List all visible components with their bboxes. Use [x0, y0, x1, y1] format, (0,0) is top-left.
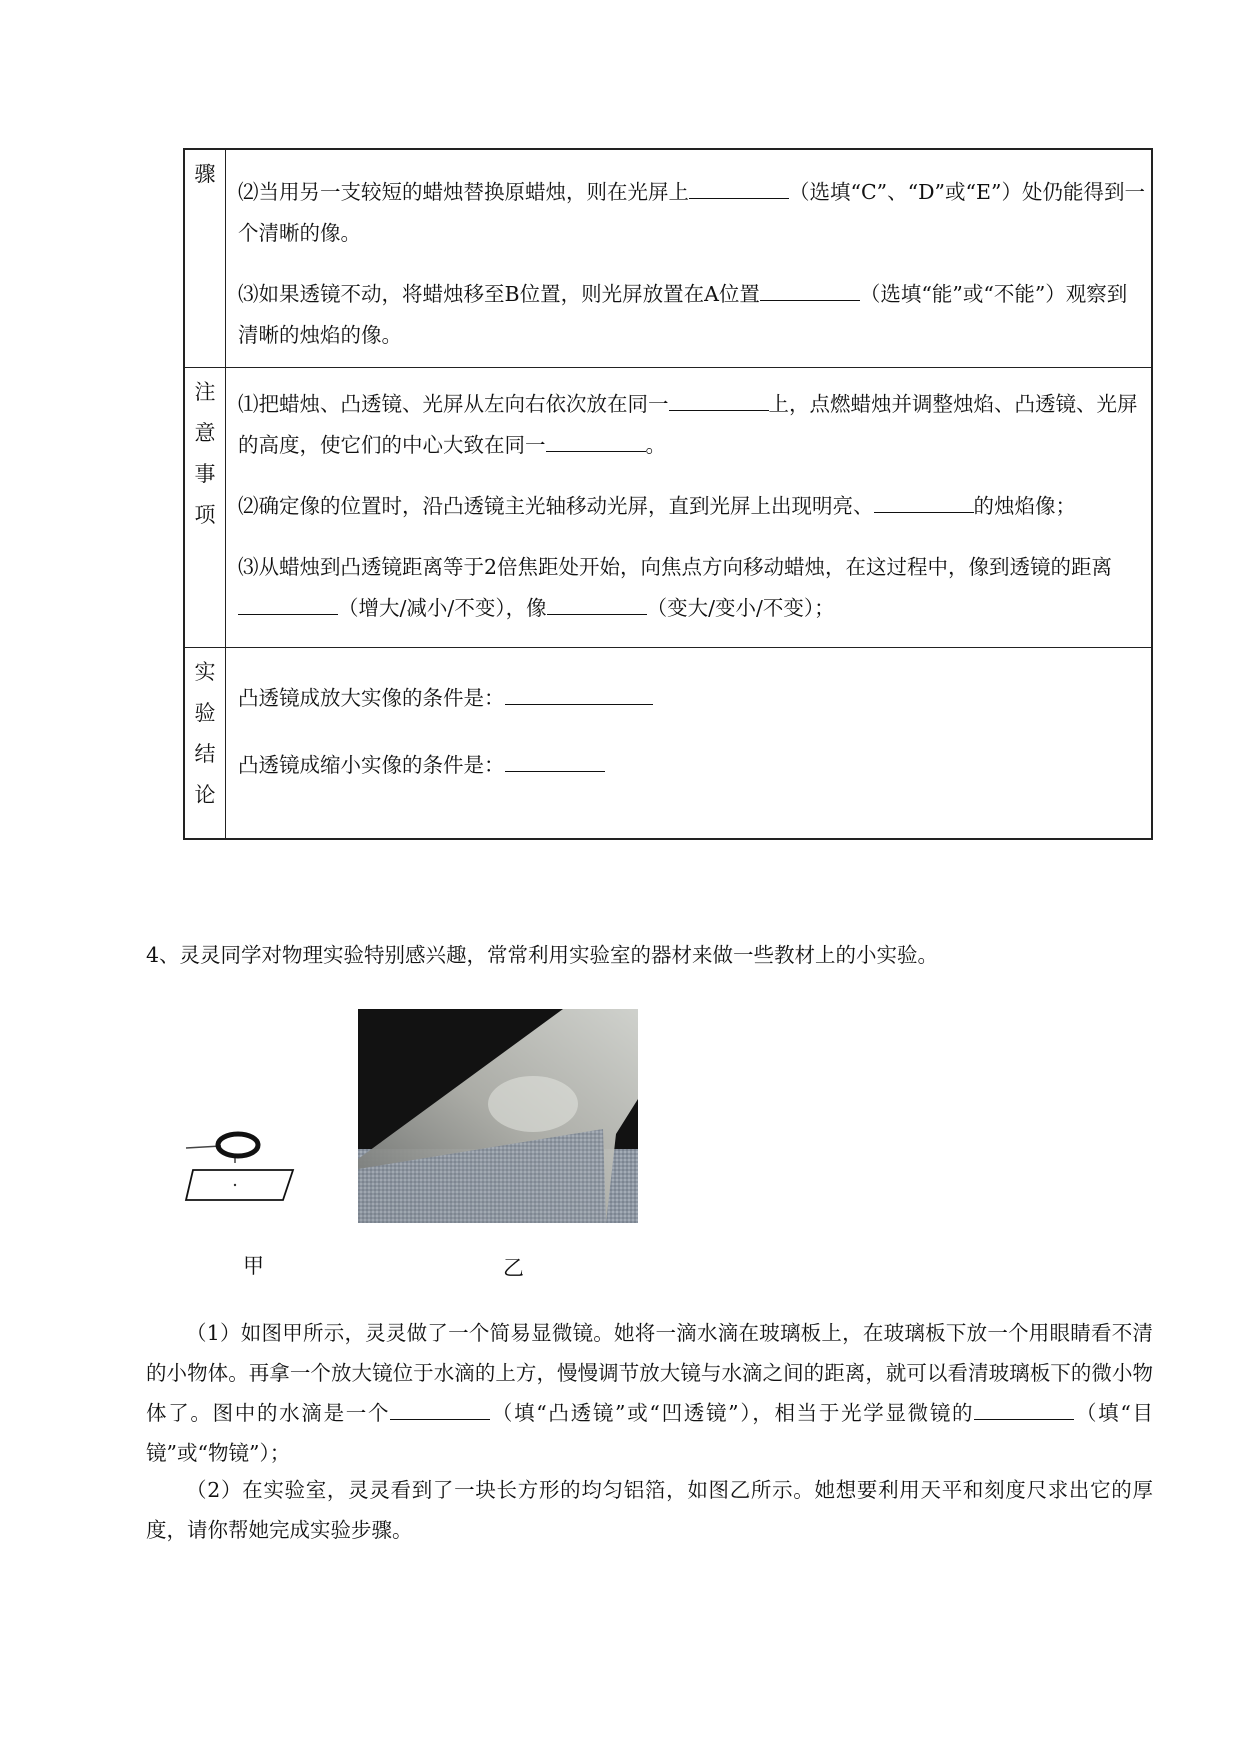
text-segment: 凸透镜成放大实像的条件是： — [238, 685, 505, 710]
aluminum-foil-photo — [358, 1009, 638, 1223]
text-segment: ⑴把蜡烛、凸透镜、光屏从左向右依次放在同一 — [238, 391, 669, 416]
answer-blank[interactable] — [547, 590, 647, 615]
experiment-table — [183, 148, 1153, 840]
step-2-text — [238, 172, 1145, 254]
answer-blank[interactable] — [546, 427, 646, 452]
row-header-char: 项 — [194, 502, 216, 527]
answer-blank[interactable] — [505, 680, 653, 705]
question-4-part-2: （2）在实验室，灵灵看到了一块长方形的均匀铝箔，如图乙所示。她想要利用天平和刻度尺求出它的厚度，请你帮她完成实验步骤。 — [146, 1478, 1153, 1542]
row-header-char: 意 — [194, 420, 216, 445]
answer-blank[interactable] — [390, 1395, 490, 1420]
answer-blank[interactable] — [974, 1395, 1074, 1420]
step-3-text — [238, 274, 1145, 356]
steps-cell — [226, 149, 1153, 367]
note-2-text — [238, 486, 1145, 527]
row-header-char: 骤 — [194, 162, 216, 186]
text-segment: （选填“能”或“不能”）观察到清晰的烛焰的像。 — [238, 282, 1128, 347]
question-4-part-1 — [146, 1313, 1153, 1473]
text-segment: （增大/减小/不变），像 — [338, 595, 547, 620]
answer-blank[interactable] — [689, 174, 789, 199]
figure-caption-yi: 乙 — [503, 1256, 524, 1280]
row-header-conclusion — [184, 647, 226, 839]
text-segment: 凸透镜成缩小实像的条件是： — [238, 752, 505, 777]
foil-reflection — [488, 1076, 578, 1132]
notes-cell — [226, 367, 1153, 647]
answer-blank[interactable] — [505, 747, 605, 772]
row-header-char: 验 — [194, 700, 216, 725]
table-row-notes — [184, 367, 1152, 647]
text-segment: （选填“C”、“D”或“E”）处仍能得到一个清晰的像。 — [238, 180, 1145, 245]
text-segment: ⑶从蜡烛到凸透镜距离等于2倍焦距处开始，向焦点方向移动蜡烛，在这过程中，像到透镜的距离 — [238, 554, 1113, 579]
question-4-stem: 4、灵灵同学对物理实验特别感兴趣，常常利用实验室的器材来做一些教材上的小实验。 — [146, 943, 939, 967]
row-header-char: 论 — [194, 782, 216, 807]
text-segment: 。 — [645, 432, 666, 457]
text-segment: （填“凸透镜”或“凹透镜”），相当于光学显微镜的 — [490, 1401, 975, 1425]
conclusion-magnified — [238, 678, 1145, 719]
text-segment: ⑶如果透镜不动，将蜡烛移至B位置，则光屏放置在A位置 — [238, 282, 760, 306]
water-drop — [234, 1184, 236, 1186]
text-segment: ⑵当用另一支较短的蜡烛替换原蜡烛，则在光屏上 — [238, 180, 689, 204]
row-header-char: 实 — [194, 659, 216, 684]
text-segment: （1）如图甲所示，灵灵做了一个简易显微镜。她将一滴水滴在玻璃板上，在玻璃板下放一个用眼睛看不清的小物体。再拿一个放大镜位于水滴的上方，慢慢调节放大镜与水滴之间的距离，就可以看清玻璃板下的微小物体了。图中的水滴是一个 — [146, 1321, 1153, 1425]
row-header-char: 注 — [194, 379, 216, 404]
answer-blank[interactable] — [874, 488, 974, 513]
row-header-steps — [184, 149, 226, 367]
conclusion-cell — [226, 647, 1153, 839]
row-header-char: 结 — [194, 741, 216, 766]
row-header-notes — [184, 367, 226, 647]
text-segment: （填“目镜”或“物镜”）； — [146, 1401, 1154, 1465]
answer-blank[interactable] — [238, 590, 338, 615]
text-segment: （变大/变小/不变）； — [646, 595, 835, 620]
glass-plate — [186, 1170, 293, 1200]
row-header-char: 事 — [194, 461, 216, 486]
table-row-conclusion — [184, 647, 1152, 839]
text-segment: ⑵确定像的位置时，沿凸透镜主光轴移动光屏，直到光屏上出现明亮、 — [238, 493, 874, 518]
microscope-figure — [183, 1125, 303, 1225]
table-row-steps — [184, 149, 1152, 367]
note-1-text — [238, 384, 1145, 466]
answer-blank[interactable] — [760, 276, 860, 301]
answer-blank[interactable] — [669, 386, 769, 411]
conclusion-reduced — [238, 745, 1145, 786]
text-segment: 的烛焰像； — [973, 493, 1076, 518]
note-3-text — [238, 547, 1145, 629]
text-segment: 上，点燃蜡烛并调整烛焰、凸透镜、光屏的高度，使它们的中心大致在同一 — [238, 391, 1138, 457]
figure-caption-jia: 甲 — [243, 1254, 264, 1278]
magnifier-lens — [218, 1134, 258, 1156]
